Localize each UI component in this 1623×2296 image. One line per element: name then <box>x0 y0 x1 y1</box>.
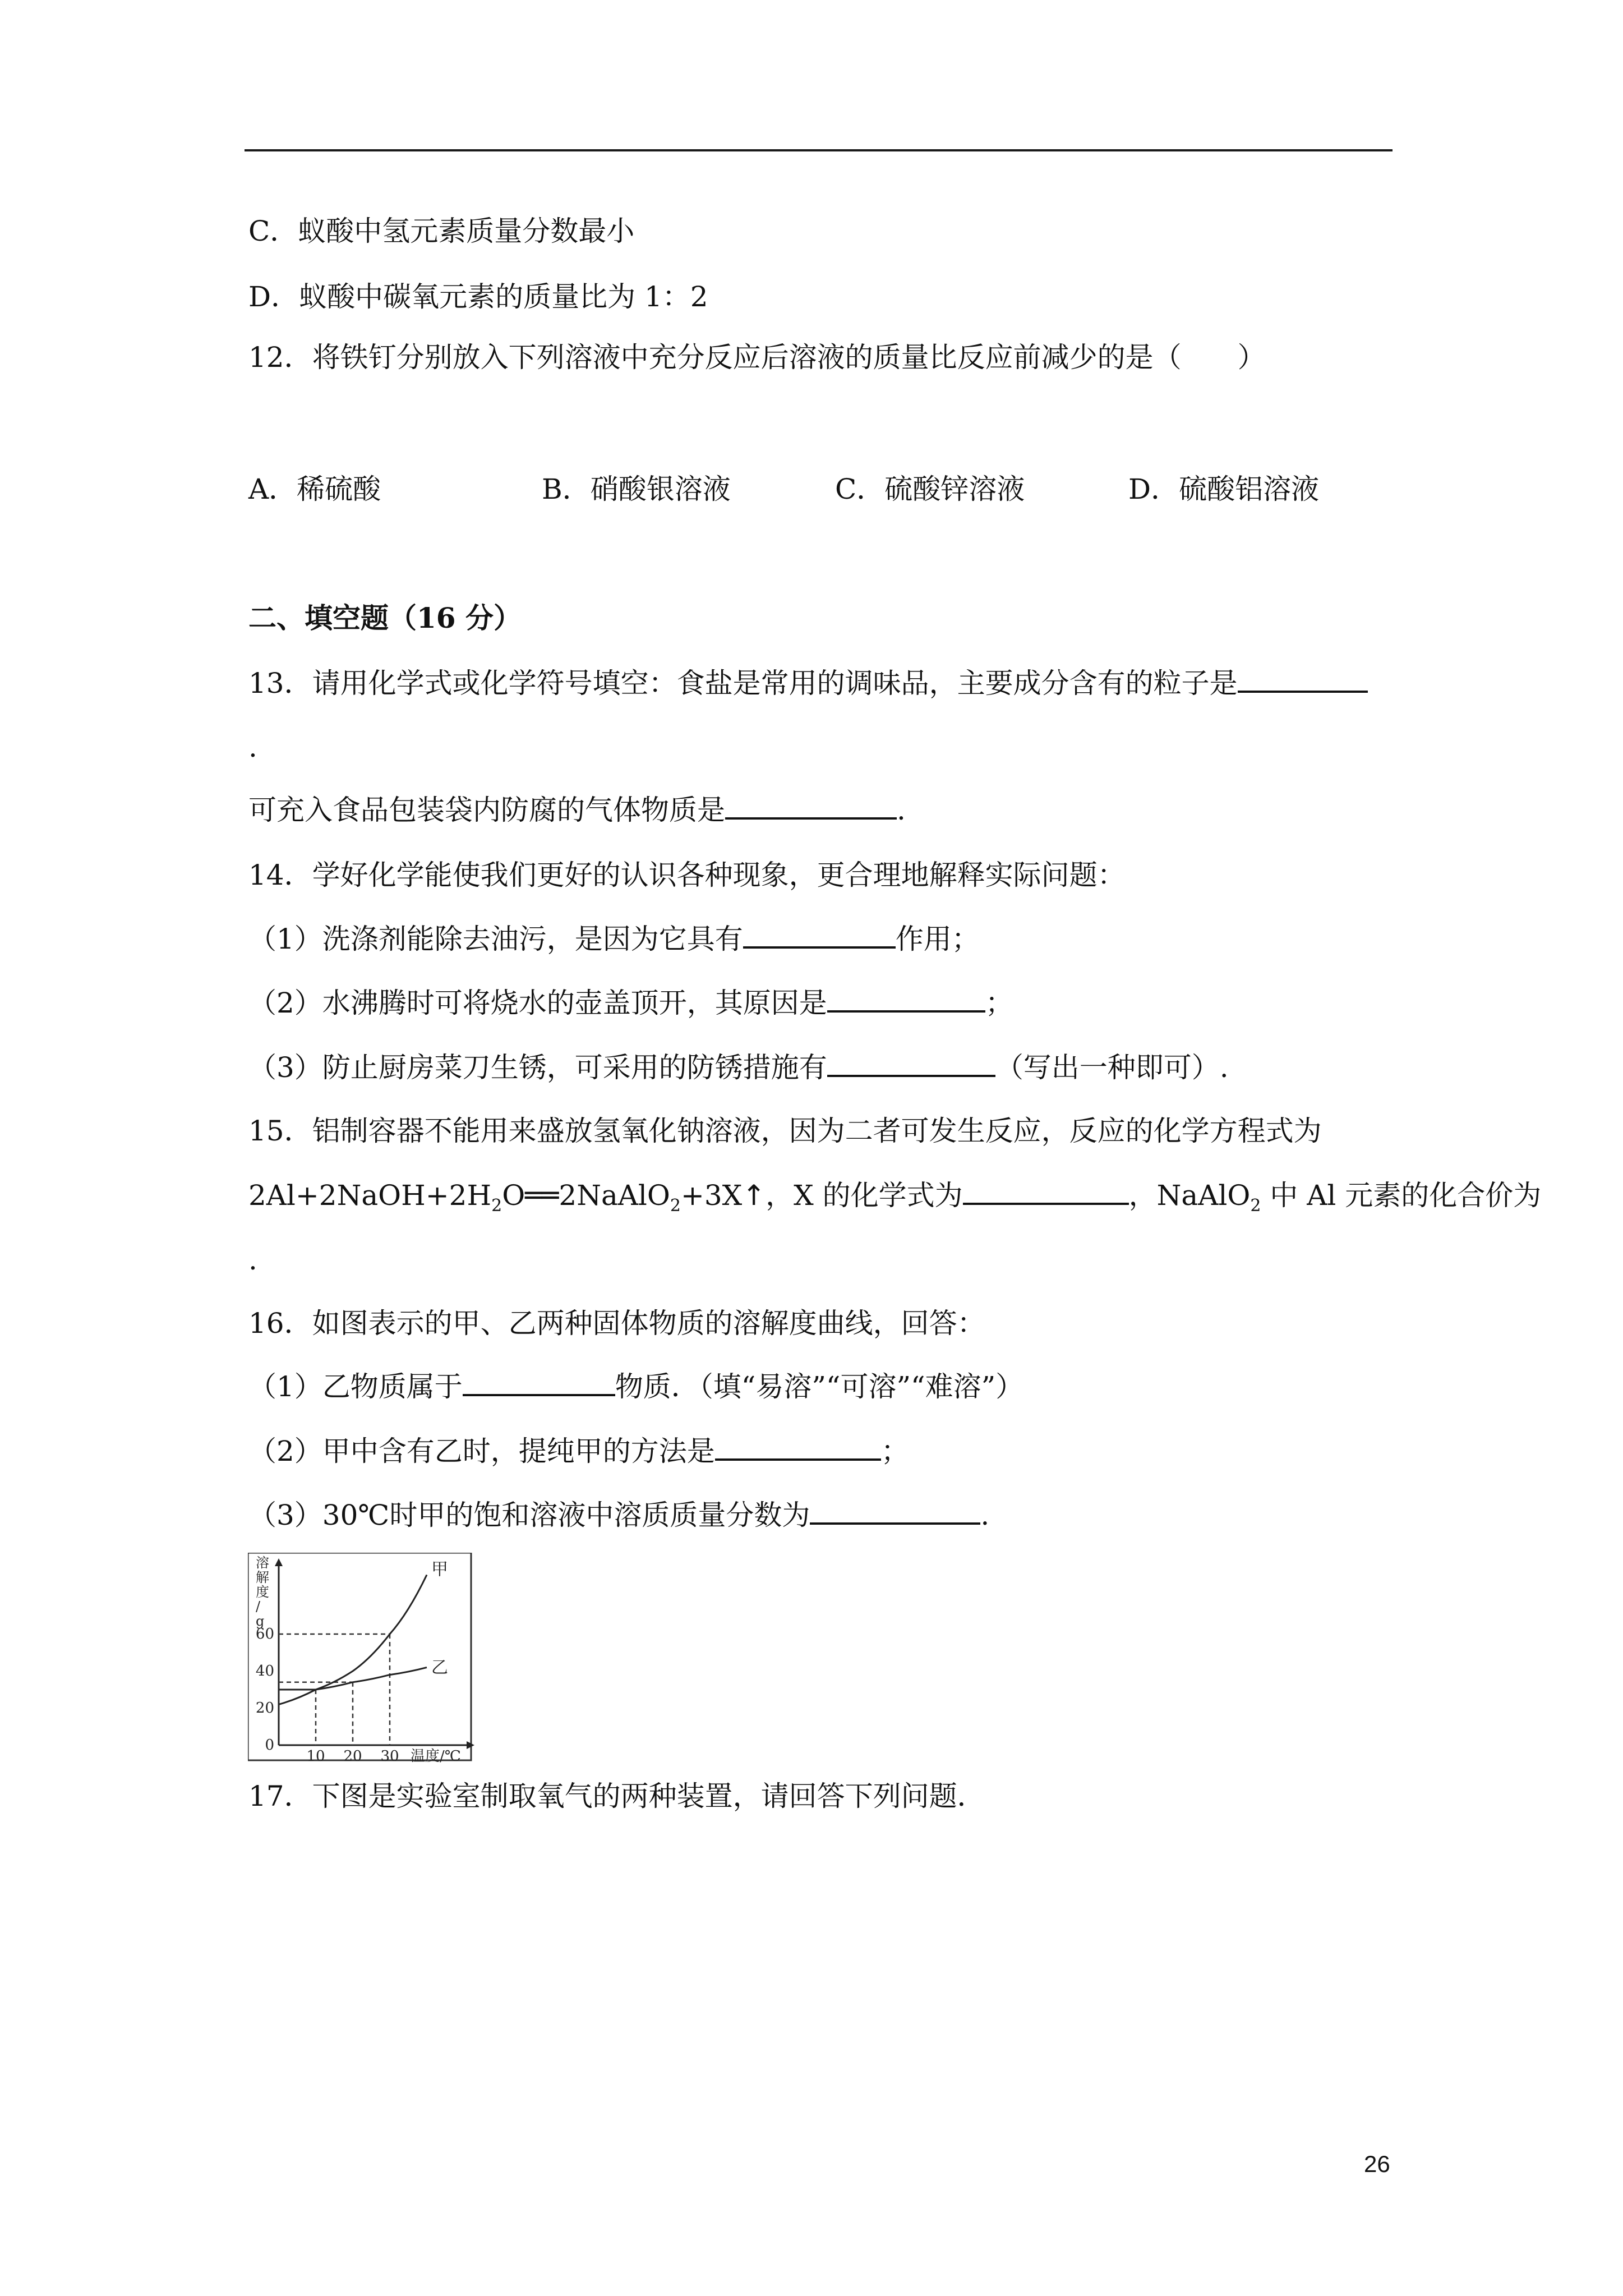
series-label: 乙 <box>431 1658 448 1678</box>
y-tick-label: 60 <box>255 1626 274 1642</box>
q12-option-b: B．硝酸银溶液 <box>542 473 731 505</box>
q14-3-text: （3）防止厨房菜刀生锈，可采用的防锈措施有 <box>248 1051 827 1084</box>
q14-part-1 <box>248 921 980 957</box>
x-tick-label: 30 <box>380 1748 399 1763</box>
q16-1-suffix: 物质．（填“易溶”“可溶”“难溶”） <box>615 1370 1024 1403</box>
q11-option-c: C．蚁酸中氢元素质量分数最小 <box>248 215 635 247</box>
subscript-alo2: 2 <box>670 1196 681 1216</box>
solubility-chart <box>248 1553 478 1763</box>
y-tick-label: 0 <box>265 1737 274 1754</box>
q14-part-2 <box>248 985 1013 1021</box>
q14-1-suffix: 作用； <box>895 923 980 955</box>
q14-2-suffix: ； <box>985 987 1013 1019</box>
q12-option-a: A．稀硫酸 <box>248 473 381 505</box>
q15-post-text: 中 Al 元素的化合价为 <box>1261 1179 1542 1212</box>
q14-blank-1[interactable] <box>743 922 896 949</box>
q16-3-suffix: . <box>980 1499 990 1531</box>
q15-trailing-dot: . <box>248 1244 257 1276</box>
equation-part-2: O══2NaAlO <box>502 1179 670 1212</box>
q13-blank-2[interactable] <box>725 793 897 820</box>
y-axis-label: 溶解度/ g <box>256 1555 269 1629</box>
q14-blank-2[interactable] <box>827 986 985 1013</box>
q13-blank-1[interactable] <box>1238 666 1368 693</box>
q13-second-text: 可充入食品包装袋内防腐的气体物质是 <box>248 794 725 826</box>
y-tick-label: 40 <box>255 1663 274 1680</box>
series-label: 甲 <box>431 1559 448 1580</box>
q13-second-line <box>248 792 906 828</box>
q14-part-3 <box>248 1050 1229 1085</box>
q16-2-suffix: ； <box>880 1435 909 1467</box>
q13-text: 13．请用化学式或化学符号填空：食盐是常用的调味品，主要成分含有的粒子是 <box>248 667 1238 700</box>
q16-part-1 <box>248 1369 1023 1405</box>
q15-equation-line <box>248 1177 1541 1224</box>
q11-option-d: D．蚁酸中碳氧元素的质量比为 1：2 <box>248 280 708 313</box>
q16-2-text: （2）甲中含有乙时，提纯甲的方法是 <box>248 1435 715 1467</box>
page-number: 26 <box>1364 2151 1390 2177</box>
question-16: 16．如图表示的甲、乙两种固体物质的溶解度曲线，回答： <box>248 1307 985 1340</box>
question-14: 14．学好化学能使我们更好的认识各种现象，更合理地解释实际问题： <box>248 859 1126 891</box>
section-2-heading: 二、填空题（16 分） <box>248 601 522 634</box>
q12-option-d: D．硫酸铝溶液 <box>1128 473 1320 505</box>
q16-part-2 <box>248 1433 909 1469</box>
subscript-naalo2: 2 <box>1250 1196 1261 1216</box>
q12-option-c: C．硫酸锌溶液 <box>835 473 1025 505</box>
q14-2-text: （2）水沸腾时可将烧水的壶盖顶开，其原因是 <box>248 987 827 1019</box>
question-15: 15．铝制容器不能用来盛放氢氧化钠溶液，因为二者可发生反应，反应的化学方程式为 <box>248 1115 1322 1147</box>
y-tick-label: 20 <box>255 1700 274 1717</box>
q15-naalo2: ，NaAlO <box>1128 1179 1251 1212</box>
y-axis-arrow-icon <box>275 1558 283 1566</box>
q13-end-dot: . <box>897 794 906 826</box>
q16-blank-3[interactable] <box>810 1498 980 1525</box>
q16-3-text: （3）30℃时甲的饱和溶液中溶质质量分数为 <box>248 1499 810 1531</box>
question-17: 17．下图是实验室制取氧气的两种装置，请回答下列问题． <box>248 1780 985 1812</box>
equation-part-3: +3X <box>680 1179 743 1212</box>
q16-1-text: （1）乙物质属于 <box>248 1370 463 1403</box>
q13-trailing-dot: . <box>248 731 257 763</box>
q14-3-suffix: （写出一种即可）. <box>995 1051 1229 1084</box>
q14-1-text: （1）洗涤剂能除去油污，是因为它具有 <box>248 923 743 955</box>
q16-blank-2[interactable] <box>715 1434 881 1461</box>
x-tick-label: 20 <box>343 1748 362 1763</box>
x-tick-label: 10 <box>306 1748 325 1763</box>
header-rule <box>245 149 1393 151</box>
x-axis-label: 温度/℃ <box>411 1748 461 1763</box>
equation-part-1: 2Al+2NaOH+2H <box>248 1179 492 1212</box>
question-12: 12．将铁钉分别放入下列溶液中充分反应后溶液的质量比反应前减少的是（ ） <box>248 341 1266 374</box>
q15-blank-1[interactable] <box>963 1178 1129 1205</box>
question-13 <box>248 665 1368 701</box>
q15-mid-text: ，X 的化学式为 <box>766 1179 963 1212</box>
q16-part-3 <box>248 1497 989 1533</box>
subscript-h2: 2 <box>491 1196 502 1216</box>
q16-blank-1[interactable] <box>463 1369 615 1396</box>
chart-frame <box>248 1553 471 1760</box>
gas-arrow-icon: ↑ <box>742 1179 766 1212</box>
q14-blank-3[interactable] <box>827 1050 995 1077</box>
